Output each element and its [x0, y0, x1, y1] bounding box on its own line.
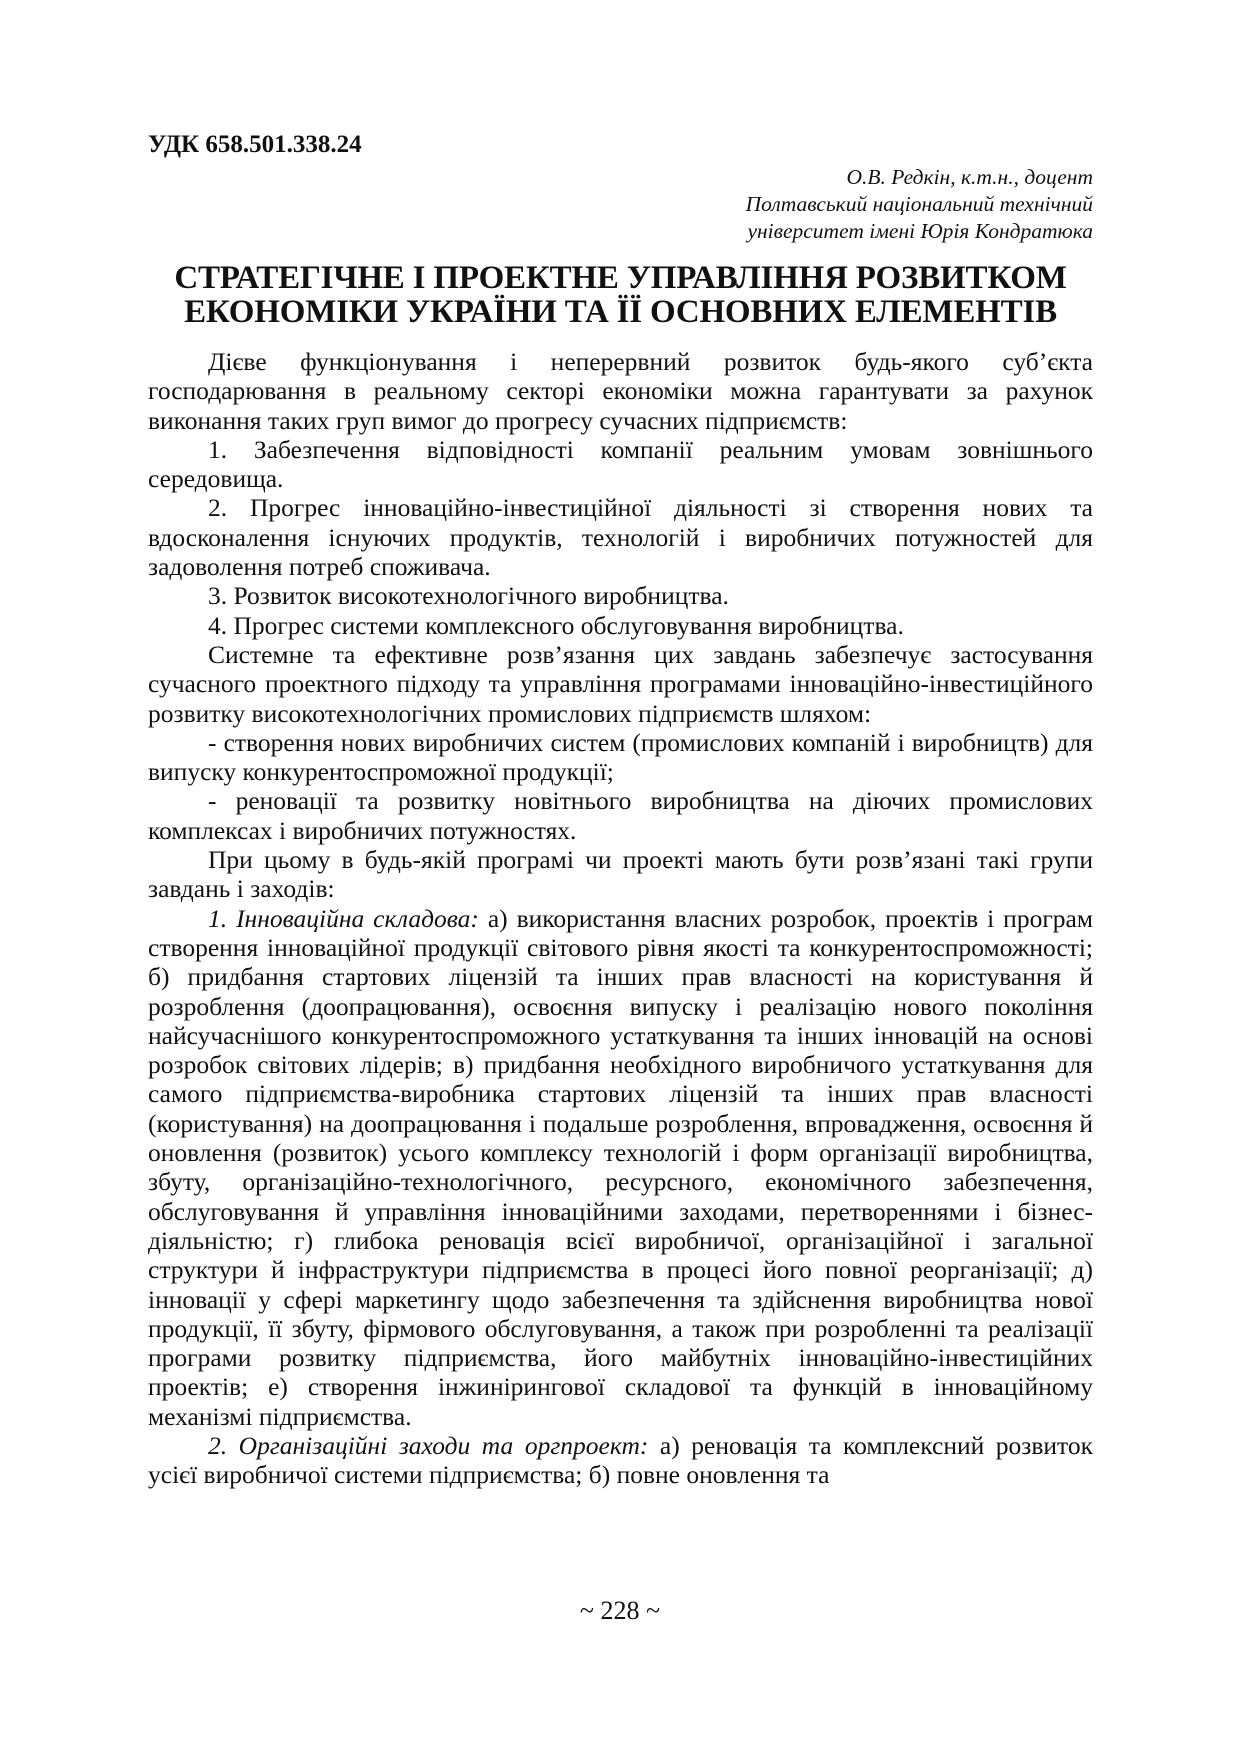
paragraph-lead: 2. Організаційні заходи та оргпроект: [208, 1430, 649, 1460]
paragraph-text: Дієве функціонування і неперервний розвиток будь-якого суб’єкта господарювання в реальному секторі економіки можна гарантувати за рахунок виконання таких груп вимог до прогресу сучасних підприємств: [148, 347, 1093, 435]
udc-code: УДК 658.501.338.24 [148, 131, 362, 158]
paragraph-text: - створення нових виробничих систем (промислових компаній і виробництв) для випуску конкурентоспроможної продукції; [148, 727, 1093, 787]
paragraph-text: а) використання власних розробок, проектів і програм створення інноваційної продукції світового рівня якості та конкурентоспроможності; б) придбання стартових ліцензій та інших прав власності на користування й розроблення (доопрацювання), освоєння випуску і реалізацію нового покоління найсучаснішого конкурентоспроможного устаткування та інших інновацій на основі розробок світових лідерів; в) придбання необхідного виробничого устаткування для самого підприємства-виробника стартових ліцензій та інших прав власності (користування) на доопрацювання і подальше розроблення, впровадження, освоєння й оновлення (розвиток) усього комплексу технологій і форм організації виробництва, збуту, організаційно-технологічного, ресурсного, економічного забезпечення, обслуговування й управління інноваційними заходами, перетвореннями і бізнес-діяльністю; г) глибока реновація всієї виробничої, організаційної і загальної структури й інфраструктури підприємства в процесі його повної реорганізації; д) інновації у сфері маркетингу щодо забезпечення та здійснення виробництва нової продукції, її збуту, фірмового обслуговування, а також при розробленні та реалізації програми розвитку підприємства, його майбутніх інноваційно-інвестиційних проектів; е) створення інжинірингової складової та функцій в інноваційному механізмі підприємства. [148, 903, 1093, 1431]
paragraph-dash-item-2 [148, 786, 1093, 845]
author-affiliation-line-2: університет імені Юрія Кондратюка [747, 219, 1093, 243]
paragraph-text: 2. Прогрес інноваційно-інвестиційної діяльності зі створення нових та вдосконалення існуючих продуктів, технологій і виробничих потужностей для задоволення потреб споживача. [148, 493, 1093, 582]
paragraph-requirement-4 [148, 611, 1093, 640]
paragraph-text: - реновації та розвитку новітнього виробництва на діючих промислових комплексах і виробничих потужностях. [148, 786, 1093, 845]
paragraph-innovation-component [148, 904, 1093, 1431]
paragraph-text: При цьому в будь-якій програмі чи проекті мають бути розв’язані такі групи завдань і заходів: [148, 845, 1093, 904]
title-line-1: СТРАТЕГІЧНЕ І ПРОЕКТНЕ УПРАВЛІННЯ РОЗВИТКОМ [174, 260, 1067, 296]
author-affiliation-line-1: Полтавський національний технічний [745, 192, 1093, 216]
paragraph-intro [148, 347, 1093, 435]
paragraph-requirement-2 [148, 493, 1093, 581]
paragraph-organizational-measures [148, 1431, 1093, 1490]
paragraph-task-groups [148, 845, 1093, 904]
article-body [148, 347, 1093, 1490]
title-line-2: ЕКОНОМІКИ УКРАЇНИ ТА ЇЇ ОСНОВНИХ ЕЛЕМЕНТІВ [184, 294, 1057, 330]
paragraph-text: Системне та ефективне розв’язання цих завдань забезпечує застосування сучасного проектного підходу та управління програмами інноваційно-інвестиційного розвитку високотехнологічних промислових підприємств шляхом: [148, 639, 1093, 728]
paragraph-lead: 1. Інноваційна складова: [208, 903, 479, 933]
article-title [148, 261, 1093, 329]
paragraph-text: а) реновація та комплексний розвиток усієї виробничої системи підприємства; б) повне оновлення та [148, 1430, 1094, 1490]
paragraph-text: 3. Розвиток високотехнологічного виробництва. [208, 581, 729, 611]
author-info [148, 164, 1093, 245]
paragraph-text: 1. Забезпечення відповідності компанії реальним умовам зовнішнього середовища. [148, 434, 1093, 494]
paragraph-requirement-3 [148, 581, 1093, 610]
article-page [148, 130, 1093, 1490]
page-number: ~ 228 ~ [579, 1596, 661, 1625]
paragraph-requirement-1 [148, 435, 1093, 494]
author-name: О.В. Редкін, к.т.н., доцент [846, 165, 1093, 189]
paragraph-approach [148, 640, 1093, 728]
paragraph-dash-item-1 [148, 728, 1093, 787]
paragraph-text: 4. Прогрес системи комплексного обслуговування виробництва. [208, 610, 904, 640]
